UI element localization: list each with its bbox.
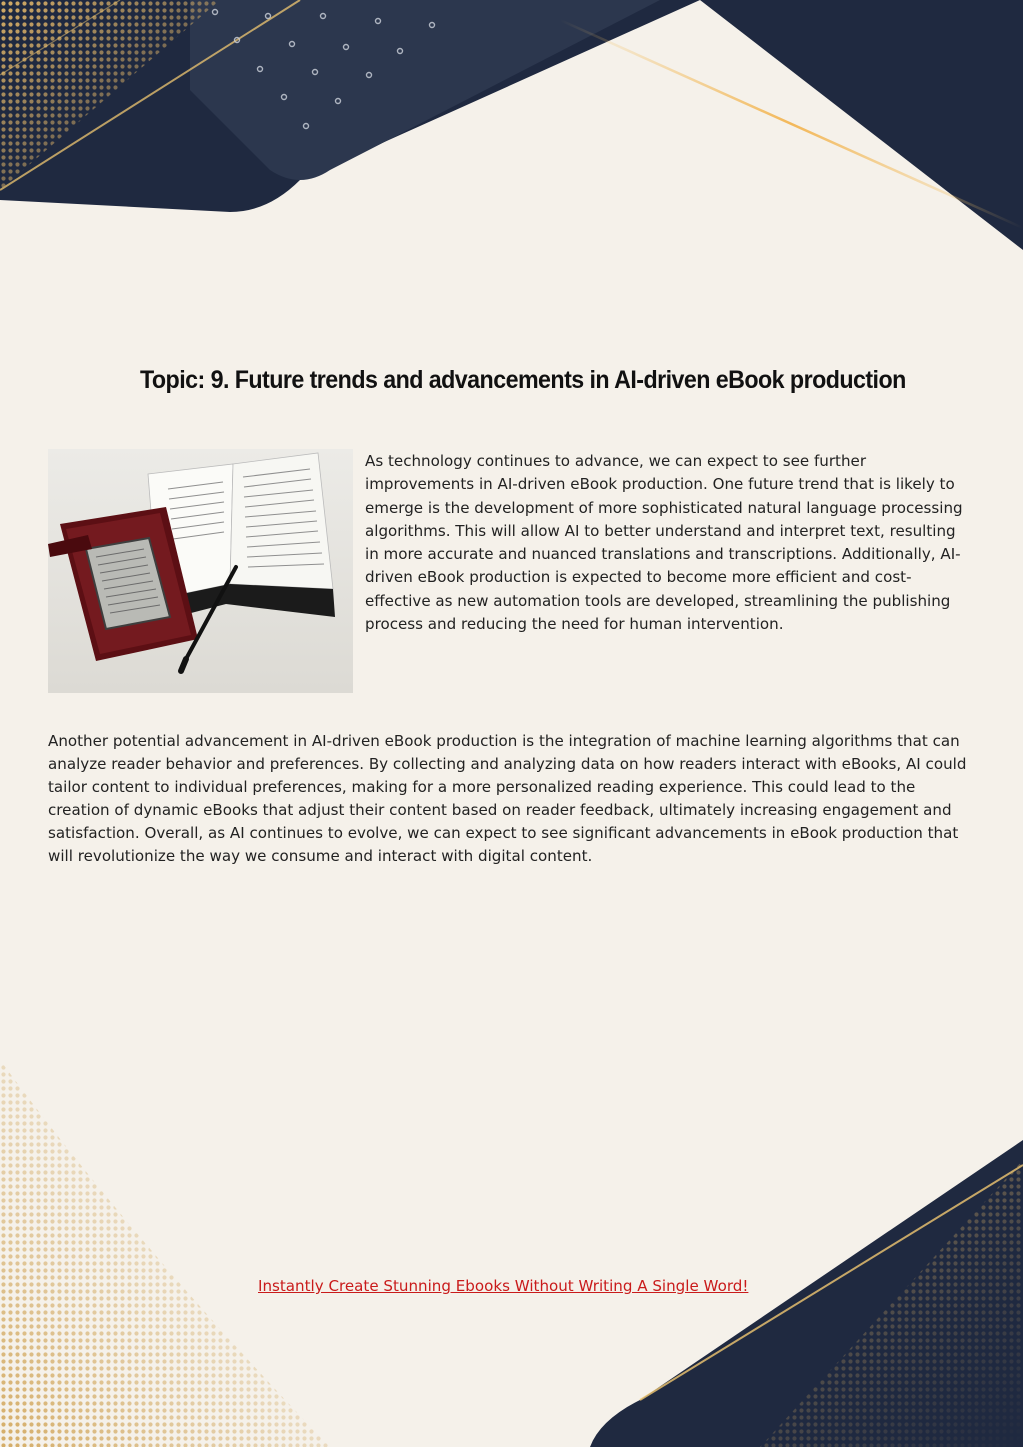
ereader-illustration	[48, 449, 353, 693]
paragraph-intro: As technology continues to advance, we can expect to see further improvements in AI-driven eBook production. One future trend that is likely to emerge is the development of more sophisticated natural language processing algorithms. This will allow AI to better understand and interpret text, resulting in more accurate and nuanced translations and transcriptions. Additionally, AI-driven eBook production is expected to become more efficient and cost-effective as new automation tools are developed, streamlining the publishing process and reducing the need for human intervention.	[365, 452, 963, 634]
page-title: Topic: 9. Future trends and advancements in AI-driven eBook production	[140, 366, 906, 394]
cta-link[interactable]: Instantly Create Stunning Ebooks Without Writing A Single Word!	[258, 1277, 749, 1295]
paragraph-body: Another potential advancement in AI-driven eBook production is the integration of machine learning algorithms that can analyze reader behavior and preferences. By collecting and analyzing data on how readers interact with eBooks, AI could tailor content to individual preferences, making for a more personalized reading experience. This could lead to the creation of dynamic eBooks that adjust their content based on reader feedback, ultimately increasing engagement and satisfaction. Overall, as AI continues to evolve, we can expect to see significant advancements in eBook production that will revolutionize the way we consume and interact with digital content.	[48, 732, 967, 866]
ereader-photo	[48, 449, 353, 693]
